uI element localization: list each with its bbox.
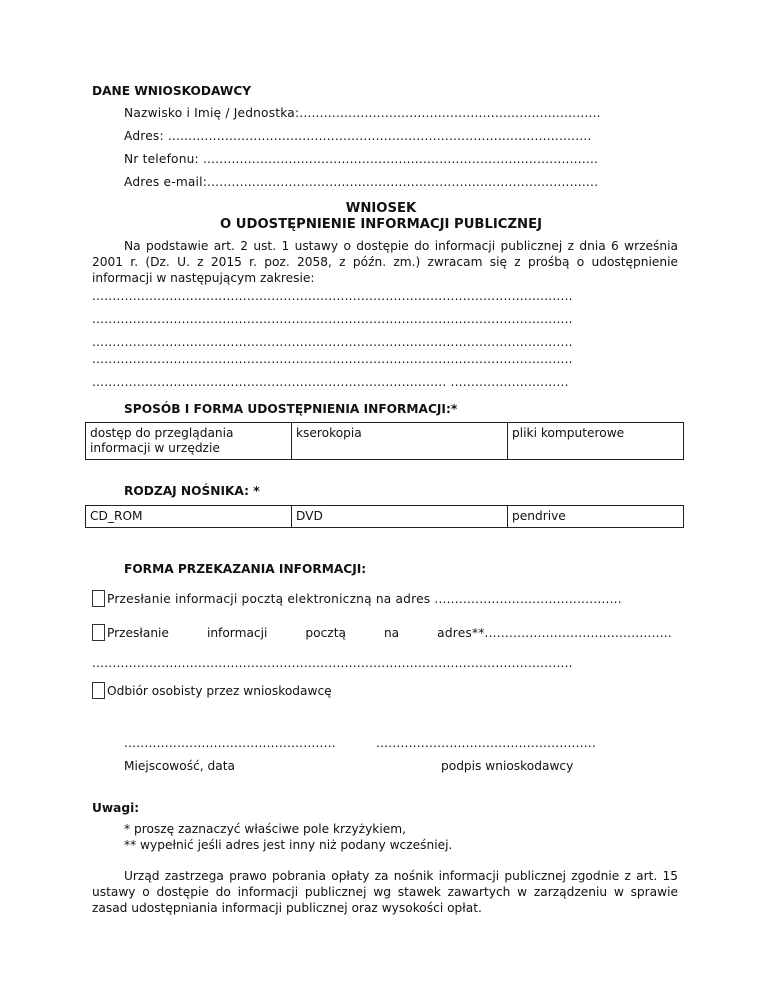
signature-label: podpis wnioskodawcy	[441, 759, 574, 773]
phone-field[interactable]: Nr telefonu: .................................................................................................	[124, 152, 599, 166]
scope-line[interactable]: ......................................................................................................................	[92, 312, 573, 326]
scope-line[interactable]: ......................................................................................................................	[92, 335, 573, 349]
medium-option-dvd[interactable]: DVD	[292, 506, 508, 528]
scope-line[interactable]: ......................................................................................................................	[92, 289, 573, 303]
name-field[interactable]: Nazwisko i Imię / Jednostka:..........................................................................	[124, 106, 601, 120]
medium-table	[85, 505, 684, 528]
scope-line[interactable]: ....................................................................................... .............................	[92, 375, 569, 389]
signature-field[interactable]: ......................................................	[376, 736, 596, 750]
post-address-field[interactable]: adres**..............................................	[437, 625, 672, 640]
intro-paragraph: Na podstawie art. 2 ust. 1 ustawy o dostępie do informacji publicznej z dnia 6 września 2001 r. (Dz. U. z 2015 r. poz. 2058, z późn. zm.) zwracam się z prośbą o udostępnienie informacji w następującym zakresie:	[92, 239, 678, 285]
email-field[interactable]: Adres e-mail:................................................................................................	[124, 175, 599, 189]
applicant-heading: DANE WNIOSKODAWCY	[92, 84, 252, 98]
scope-line[interactable]: ......................................................................................................................	[92, 352, 573, 366]
access-option-files[interactable]: pliki komputerowe	[508, 423, 684, 460]
note-line: ** wypełnić jeśli adres jest inny niż podany wcześniej.	[124, 838, 453, 852]
form-title: WNIOSEK	[345, 201, 417, 216]
access-option-office[interactable]: dostęp do przeglądania informacji w urzędzie	[86, 423, 292, 460]
delivery-post-row[interactable]	[92, 624, 672, 641]
post-option-word: na	[383, 625, 400, 640]
access-mode-table	[85, 422, 684, 460]
note-line: * proszę zaznaczyć właściwe pole krzyżykiem,	[124, 822, 406, 836]
post-option-word: pocztą	[305, 625, 346, 640]
place-date-field[interactable]: ....................................................	[124, 736, 336, 750]
address-field[interactable]: Adres: ........................................................................................................	[124, 129, 592, 143]
post-option-word: Przesłanie	[107, 625, 169, 640]
pickup-option-label: Odbiór osobisty przez wnioskodawcę	[107, 683, 332, 698]
access-mode-heading: SPOSÓB I FORMA UDOSTĘPNIENIA INFORMACJI:*	[124, 402, 458, 416]
post-checkbox[interactable]	[92, 624, 105, 641]
delivery-email-row[interactable]	[92, 590, 622, 607]
form-subtitle: O UDOSTĘPNIENIE INFORMACJI PUBLICZNEJ	[220, 217, 542, 232]
post-option-word: informacji	[206, 625, 268, 640]
place-date-label: Miejscowość, data	[124, 759, 235, 773]
fee-clause: Urząd zastrzega prawo pobrania opłaty za nośnik informacji publicznej zgodnie z art. 15 ustawy o dostępie do informacji publicznej wg stawek zawartych w zarządzeniu w sprawie zasad udostępniania informacji publicznej oraz wysokości opłat.	[92, 869, 678, 915]
delivery-heading: FORMA PRZEKAZANIA INFORMACJI:	[124, 562, 367, 576]
access-option-copy[interactable]: kserokopia	[292, 423, 508, 460]
medium-option-cdrom[interactable]: CD_ROM	[86, 506, 292, 528]
post-address-continuation[interactable]: ......................................................................................................................	[92, 656, 573, 670]
delivery-pickup-row[interactable]	[92, 682, 332, 699]
email-option-label: Przesłanie informacji pocztą elektroniczną na adres ..............................................	[107, 591, 622, 606]
medium-option-pendrive[interactable]: pendrive	[508, 506, 684, 528]
notes-heading: Uwagi:	[92, 801, 140, 815]
email-checkbox[interactable]	[92, 590, 105, 607]
medium-heading: RODZAJ NOŚNIKA: *	[124, 484, 260, 498]
pickup-checkbox[interactable]	[92, 682, 105, 699]
